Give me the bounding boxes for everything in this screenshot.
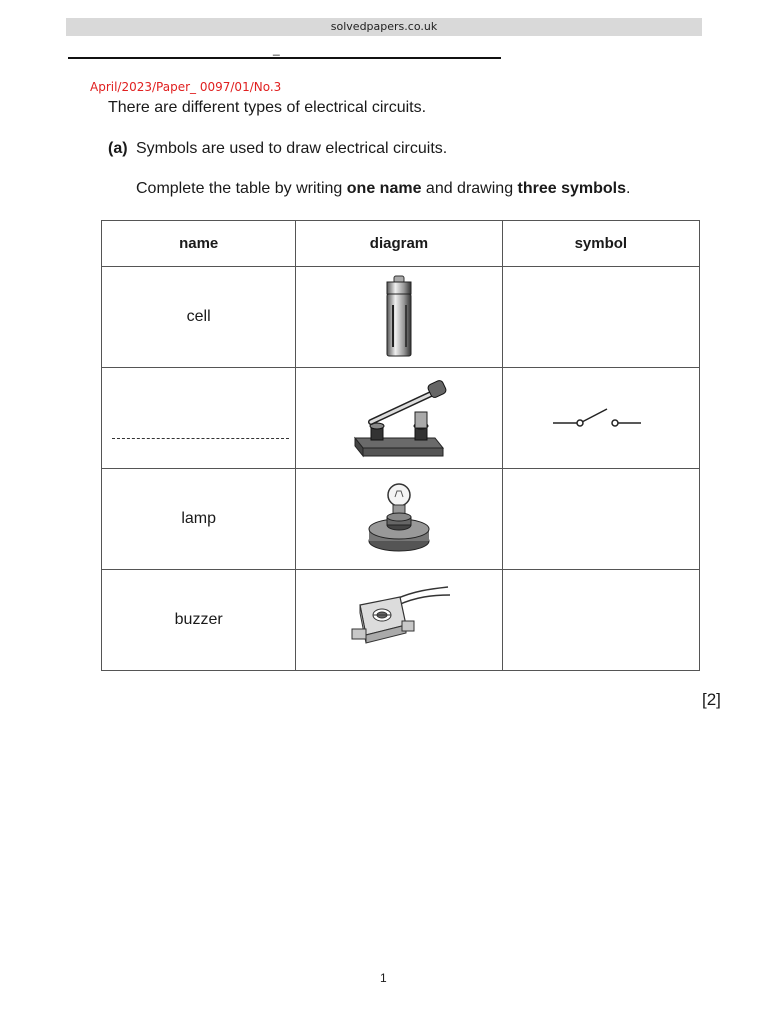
diagram-cell xyxy=(296,368,502,469)
answer-dotted-line xyxy=(112,438,289,439)
header-diagram: diagram xyxy=(296,221,502,267)
question-intro: There are different types of electrical circuits. xyxy=(108,99,427,116)
table-row xyxy=(102,469,700,570)
lamp-holder-icon xyxy=(364,477,434,561)
site-header: solvedpapers.co.uk xyxy=(66,18,702,36)
table-row xyxy=(102,267,700,368)
knife-switch-icon xyxy=(349,376,449,460)
header-rule xyxy=(68,57,501,59)
symbol-answer-cell[interactable] xyxy=(502,570,699,671)
buzzer-icon xyxy=(344,585,454,655)
diagram-cell xyxy=(296,267,502,368)
table-header-row xyxy=(102,221,700,267)
instruction xyxy=(136,180,630,198)
battery-cell-icon xyxy=(379,275,419,359)
header-symbol: symbol xyxy=(502,221,699,267)
open-switch-symbol-icon xyxy=(551,403,651,433)
diagram-cell xyxy=(296,469,502,570)
symbols-table xyxy=(101,220,700,671)
part-label: (a) xyxy=(108,140,128,157)
name-answer-cell[interactable] xyxy=(102,368,296,469)
header-name: name xyxy=(102,221,296,267)
header-dash: _ xyxy=(273,42,280,56)
name-cell: buzzer xyxy=(102,570,296,671)
instruction-mid: and drawing xyxy=(421,180,518,197)
symbol-answer-cell[interactable] xyxy=(502,469,699,570)
table-row xyxy=(102,570,700,671)
table-row xyxy=(102,368,700,469)
page-number: 1 xyxy=(380,971,387,985)
instruction-pre: Complete the table by writing xyxy=(136,180,347,197)
paper-reference: April/2023/Paper_ 0097/01/No.3 xyxy=(90,80,282,94)
name-cell: lamp xyxy=(102,469,296,570)
marks-allocation: [2] xyxy=(702,690,721,709)
part-text: Symbols are used to draw electrical circuits. xyxy=(136,140,448,157)
instruction-post: . xyxy=(626,180,631,197)
diagram-cell xyxy=(296,570,502,671)
name-cell: cell xyxy=(102,267,296,368)
symbol-answer-cell[interactable] xyxy=(502,267,699,368)
instruction-bold-2: three symbols xyxy=(517,180,627,197)
symbol-cell xyxy=(502,368,699,469)
instruction-bold-1: one name xyxy=(346,180,422,197)
